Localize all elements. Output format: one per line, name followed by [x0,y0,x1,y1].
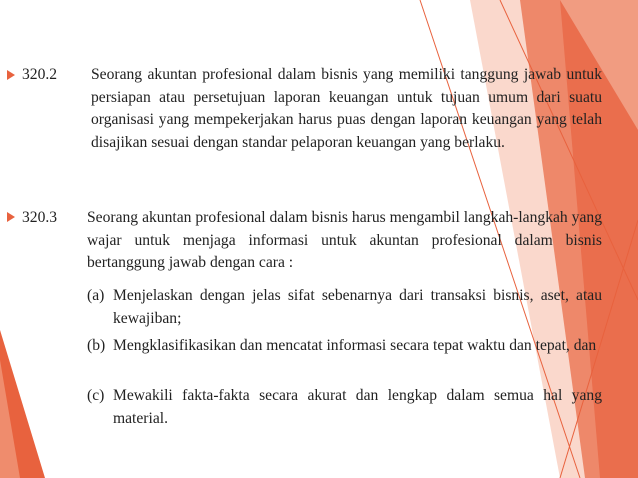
list-item-label: (c) [87,387,105,404]
list-item-label: (b) [87,337,106,354]
section-number: 320.3 [22,209,58,226]
section-number: 320.2 [22,66,58,83]
arrow-bullet-icon [7,212,15,222]
paragraph-320-2 [22,64,602,154]
list-item-label: (a) [87,287,105,304]
list-item-text: Mengklasifikasikan dan mencatat informasi secara tepat waktu dan tepat, dan [113,337,597,354]
list-item-a [87,285,602,330]
list-item-text: Menjelaskan dengan jelas sifat sebenarnya dari transaksi bisnis, aset, atau kewajiban; [113,287,602,327]
paragraph-text: Seorang akuntan profesional dalam bisnis yang memiliki tanggung jawab untuk persiapan atau persetujuan laporan keuangan untuk tujuan umum dari suatu organisasi yang mempekerjakan harus puas dengan laporan keuangan yang telah disajikan sesuai dengan standar pelaporan keuangan yang berlaku. [91,66,602,151]
list-item-text: Mewakili fakta-fakta secara akurat dan lengkap dalam semua hal yang material. [113,387,602,427]
arrow-bullet-icon [7,70,15,80]
paragraph-320-3 [22,207,602,275]
list-item-c [87,385,602,430]
paragraph-text: Seorang akuntan profesional dalam bisnis harus mengambil langkah-langkah yang wajar untuk menjaga informasi untuk akuntan profesional dalam bisnis bertanggung jawab dengan cara : [87,209,602,272]
list-item-b [87,335,602,358]
